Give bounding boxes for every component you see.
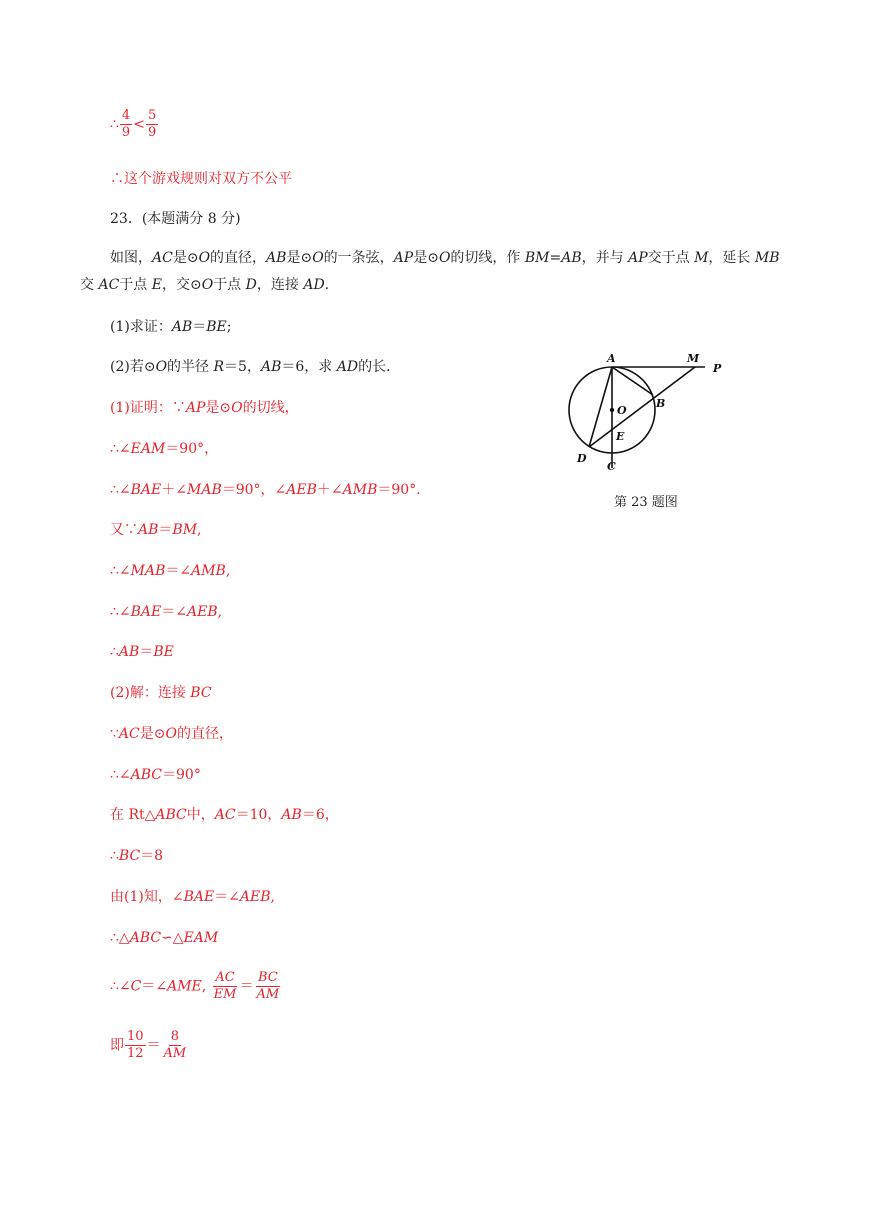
chord-ad bbox=[589, 367, 612, 447]
fraction-four-ninths: $\frac{4}{9}$ bbox=[121, 108, 131, 140]
solution-line-2: ∴∠EAM＝90°， bbox=[110, 441, 219, 457]
problem-statement: 如图，AC是⊙O的直径，AB是⊙O的一条弦，AP是⊙O的切线，作 BM=AB，并与 AP交于点 M，延长 MB 交 AC于点 E，交⊙O于点 D，连接 AD. bbox=[80, 250, 780, 293]
figure-caption: 第 23 题图 bbox=[614, 495, 678, 510]
question-2: (2)若⊙O的半径 R＝5，AB＝6，求 AD的长． bbox=[110, 359, 401, 375]
chord-ab bbox=[612, 367, 653, 395]
solution-line-1: (1)证明：∵AP是⊙O的切线， bbox=[110, 400, 299, 416]
solution-line-16: 即 $\frac{10}{12}$ ＝ $\frac{8}{AM}$ bbox=[110, 1029, 187, 1061]
solution-line-11: 在 Rt△ABC中，AC＝10，AB＝6， bbox=[110, 807, 339, 823]
label-p: P bbox=[713, 362, 722, 375]
therefore-symbol: ∴ bbox=[110, 116, 119, 133]
center-point bbox=[610, 408, 614, 412]
label-a: A bbox=[607, 352, 616, 365]
conclusion-unfair: ∴这个游戏规则对双方不公平 bbox=[110, 171, 292, 187]
label-e: E bbox=[616, 430, 625, 443]
fraction-bc-am: $\frac{BC}{AM}$ bbox=[256, 970, 280, 1002]
solution-line-7: ∴AB＝BE bbox=[110, 644, 174, 660]
less-than-sign: < bbox=[133, 116, 145, 133]
solution-line-5: ∴∠MAB＝∠AMB, bbox=[110, 563, 231, 579]
problem-heading: 23．(本题满分 8 分) bbox=[110, 211, 241, 227]
solution-line-4: 又∵AB＝BM, bbox=[110, 522, 202, 538]
fraction-ac-em: $\frac{AC}{EM}$ bbox=[213, 970, 237, 1002]
label-c: C bbox=[607, 460, 616, 473]
solution-line-10: ∴∠ABC＝90° bbox=[110, 767, 201, 783]
geometry-figure bbox=[555, 350, 745, 490]
question-1: (1)求证：AB＝BE; bbox=[110, 319, 232, 335]
solution-line-3: ∴∠BAE＋∠MAB＝90°，∠AEB＋∠AMB＝90°． bbox=[110, 482, 431, 498]
fraction-10-12: $\frac{10}{12}$ bbox=[127, 1029, 144, 1061]
label-o: O bbox=[617, 404, 627, 417]
solution-line-6: ∴∠BAE＝∠AEB, bbox=[110, 604, 223, 620]
fraction-five-ninths: $\frac{5}{9}$ bbox=[147, 108, 157, 140]
label-m: M bbox=[687, 352, 700, 365]
solution-line-12: ∴BC＝8 bbox=[110, 848, 164, 864]
inequality-line bbox=[110, 108, 159, 141]
fraction-8-am: $\frac{8}{AM}$ bbox=[163, 1029, 187, 1061]
solution-line-15: ∴∠C＝∠AME, $\frac{AC}{EM}$ ＝ $\frac{BC}{AM}$ bbox=[110, 970, 280, 1002]
label-d: D bbox=[577, 452, 587, 465]
solution-line-14: ∴△ABC∽△EAM bbox=[110, 930, 219, 946]
label-b: B bbox=[656, 397, 666, 410]
solution-line-13: 由(1)知，∠BAE＝∠AEB, bbox=[110, 889, 275, 905]
solution-line-9: ∵AC是⊙O的直径， bbox=[110, 726, 233, 742]
solution-line-8: (2)解：连接 BC bbox=[110, 685, 212, 701]
